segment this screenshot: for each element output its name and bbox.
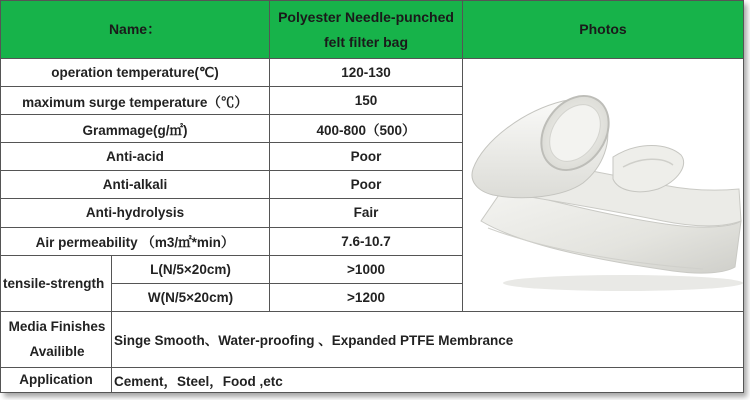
row-label: operation temperature(℃) <box>1 59 270 87</box>
header-name: Name： <box>1 1 270 59</box>
header-row <box>1 1 744 59</box>
media-label: Media Finishes Availible <box>1 311 112 367</box>
row-value: 7.6-10.7 <box>270 227 463 255</box>
tensile-value: >1000 <box>270 255 463 283</box>
row-value: 120-130 <box>270 59 463 87</box>
application-value: Cement，Steel，Food ,etc <box>112 367 744 392</box>
row-value: 150 <box>270 87 463 115</box>
table-row <box>1 311 744 367</box>
table-row <box>1 367 744 392</box>
filter-bag-image <box>463 71 744 299</box>
row-value: Poor <box>270 143 463 171</box>
product-photo <box>463 59 744 312</box>
media-value: Singe Smooth、Water-proofing 、Expanded PTFE Membrance <box>112 311 744 367</box>
tensile-value: >1200 <box>270 283 463 311</box>
row-value: Poor <box>270 171 463 199</box>
tensile-sub-label: L(N/5×20cm) <box>112 255 270 283</box>
row-label: Anti-hydrolysis <box>1 199 270 227</box>
row-label: Anti-acid <box>1 143 270 171</box>
tensile-label: tensile-strength <box>1 255 112 311</box>
row-value: Fair <box>270 199 463 227</box>
application-label: Application <box>1 367 112 392</box>
row-value: 400-800（500） <box>270 115 463 143</box>
row-label: maximum surge temperature（℃） <box>1 87 270 115</box>
header-product: Polyester Needle-punched felt filter bag <box>270 1 463 59</box>
tensile-sub-label: W(N/5×20cm) <box>112 283 270 311</box>
row-label: Anti-alkali <box>1 171 270 199</box>
row-label: Air permeability （m3/㎡*min） <box>1 227 270 255</box>
row-label: Grammage(g/㎡) <box>1 115 270 143</box>
header-photos: Photos <box>463 1 744 59</box>
table-row <box>1 59 744 87</box>
